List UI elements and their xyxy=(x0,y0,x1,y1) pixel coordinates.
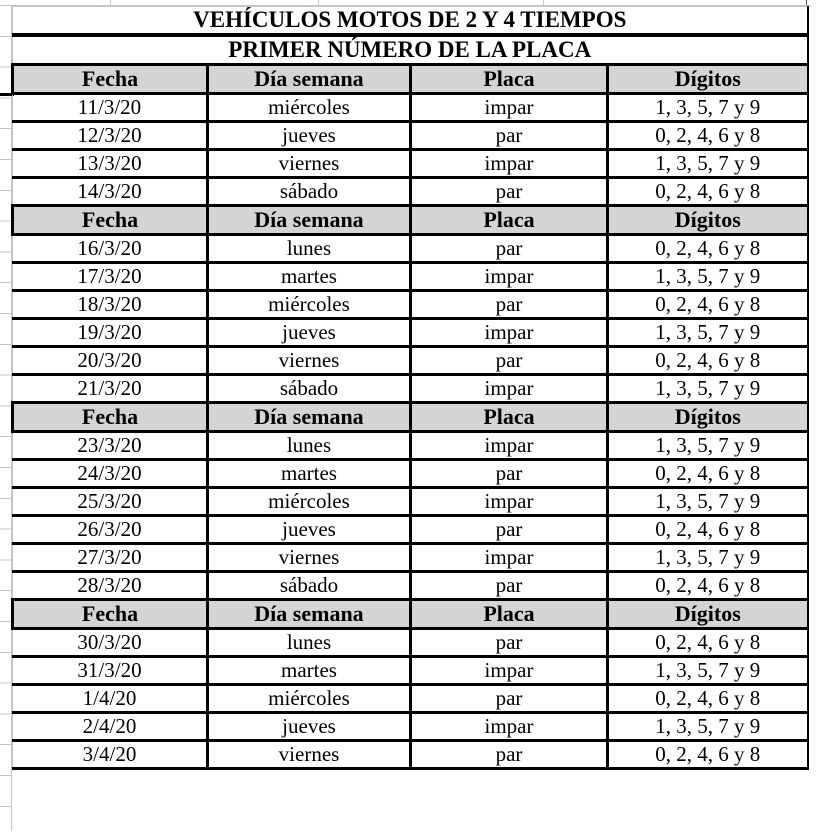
table-row xyxy=(13,263,808,291)
cell-dia-semana: viernes xyxy=(208,741,411,769)
cell-digitos: 0, 2, 4, 6 y 8 xyxy=(608,741,808,769)
table-row xyxy=(13,178,808,206)
cell-placa: impar xyxy=(411,150,608,178)
cell-placa: impar xyxy=(411,713,608,741)
cell-dia-semana: jueves xyxy=(208,713,411,741)
cell-digitos: 1, 3, 5, 7 y 9 xyxy=(608,375,808,403)
cell-fecha: 14/3/20 xyxy=(13,178,208,206)
cell-fecha: 20/3/20 xyxy=(13,347,208,375)
table-row xyxy=(13,713,808,741)
header-dia-semana: Día semana xyxy=(208,65,411,94)
cell-placa: par xyxy=(411,178,608,206)
cell-dia-semana: viernes xyxy=(208,150,411,178)
cell-dia-semana: jueves xyxy=(208,122,411,150)
cell-digitos: 0, 2, 4, 6 y 8 xyxy=(608,178,808,206)
cell-dia-semana: martes xyxy=(208,263,411,291)
column-header-row xyxy=(13,403,808,432)
header-dia-semana: Día semana xyxy=(208,600,411,629)
cell-dia-semana: sábado xyxy=(208,375,411,403)
table-row xyxy=(13,460,808,488)
cell-placa: par xyxy=(411,629,608,657)
header-placa: Placa xyxy=(411,600,608,629)
cell-placa: par xyxy=(411,685,608,713)
cell-digitos: 0, 2, 4, 6 y 8 xyxy=(608,347,808,375)
cell-digitos: 1, 3, 5, 7 y 9 xyxy=(608,150,808,178)
cell-dia-semana: viernes xyxy=(208,544,411,572)
cell-dia-semana: lunes xyxy=(208,235,411,263)
cell-dia-semana: jueves xyxy=(208,516,411,544)
header-fecha: Fecha xyxy=(13,206,208,235)
cell-dia-semana: miércoles xyxy=(208,94,411,122)
left-gutter-gridlines xyxy=(0,6,11,831)
table-subtitle: PRIMER NÚMERO DE LA PLACA xyxy=(13,35,808,65)
cell-dia-semana: viernes xyxy=(208,347,411,375)
cell-fecha: 30/3/20 xyxy=(13,629,208,657)
cell-digitos: 1, 3, 5, 7 y 9 xyxy=(608,657,808,685)
cell-placa: par xyxy=(411,291,608,319)
cell-digitos: 1, 3, 5, 7 y 9 xyxy=(608,263,808,291)
cell-placa: impar xyxy=(411,657,608,685)
pico-y-placa-table xyxy=(11,6,809,770)
cell-placa: impar xyxy=(411,319,608,347)
cell-dia-semana: miércoles xyxy=(208,685,411,713)
cell-placa: impar xyxy=(411,375,608,403)
table-title: VEHÍCULOS MOTOS DE 2 Y 4 TIEMPOS xyxy=(13,7,808,36)
cell-dia-semana: sábado xyxy=(208,572,411,600)
cell-placa: par xyxy=(411,235,608,263)
cell-fecha: 25/3/20 xyxy=(13,488,208,516)
table-row xyxy=(13,516,808,544)
table-row xyxy=(13,319,808,347)
cell-dia-semana: martes xyxy=(208,657,411,685)
cell-placa: impar xyxy=(411,94,608,122)
grid-column-tick xyxy=(318,0,319,5)
cell-fecha: 18/3/20 xyxy=(13,291,208,319)
header-digitos: Dígitos xyxy=(608,403,808,432)
table-row xyxy=(13,629,808,657)
header-digitos: Dígitos xyxy=(608,206,808,235)
header-fecha: Fecha xyxy=(13,65,208,94)
cell-fecha: 24/3/20 xyxy=(13,460,208,488)
header-fecha: Fecha xyxy=(13,403,208,432)
table-row xyxy=(13,347,808,375)
table-row xyxy=(13,657,808,685)
cell-fecha: 31/3/20 xyxy=(13,657,208,685)
cell-placa: par xyxy=(411,122,608,150)
cell-fecha: 28/3/20 xyxy=(13,572,208,600)
cell-fecha: 13/3/20 xyxy=(13,150,208,178)
cell-placa: impar xyxy=(411,263,608,291)
cell-placa: par xyxy=(411,460,608,488)
header-placa: Placa xyxy=(411,403,608,432)
header-placa: Placa xyxy=(411,65,608,94)
cell-placa: par xyxy=(411,741,608,769)
header-digitos: Dígitos xyxy=(608,600,808,629)
cell-digitos: 0, 2, 4, 6 y 8 xyxy=(608,685,808,713)
table-row xyxy=(13,94,808,122)
header-placa: Placa xyxy=(411,206,608,235)
table-row xyxy=(13,375,808,403)
cell-dia-semana: martes xyxy=(208,460,411,488)
table-row xyxy=(13,544,808,572)
cell-fecha: 21/3/20 xyxy=(13,375,208,403)
cell-digitos: 1, 3, 5, 7 y 9 xyxy=(608,432,808,460)
cell-digitos: 0, 2, 4, 6 y 8 xyxy=(608,629,808,657)
table-row xyxy=(13,741,808,769)
header-dia-semana: Día semana xyxy=(208,403,411,432)
cell-digitos: 1, 3, 5, 7 y 9 xyxy=(608,94,808,122)
cell-fecha: 23/3/20 xyxy=(13,432,208,460)
cell-fecha: 3/4/20 xyxy=(13,741,208,769)
cell-placa: impar xyxy=(411,432,608,460)
cell-digitos: 0, 2, 4, 6 y 8 xyxy=(608,572,808,600)
cell-placa: par xyxy=(411,572,608,600)
cell-fecha: 11/3/20 xyxy=(13,94,208,122)
subtitle-row xyxy=(13,35,808,65)
cell-dia-semana: sábado xyxy=(208,178,411,206)
table-row xyxy=(13,685,808,713)
cell-digitos: 1, 3, 5, 7 y 9 xyxy=(608,544,808,572)
cell-fecha: 27/3/20 xyxy=(13,544,208,572)
cell-placa: par xyxy=(411,347,608,375)
cell-dia-semana: miércoles xyxy=(208,488,411,516)
cell-digitos: 0, 2, 4, 6 y 8 xyxy=(608,235,808,263)
table-row xyxy=(13,572,808,600)
grid-column-tick xyxy=(806,0,807,5)
table-row xyxy=(13,150,808,178)
cell-placa: par xyxy=(411,516,608,544)
cell-dia-semana: lunes xyxy=(208,629,411,657)
cell-fecha: 26/3/20 xyxy=(13,516,208,544)
title-row xyxy=(13,7,808,36)
cell-digitos: 1, 3, 5, 7 y 9 xyxy=(608,319,808,347)
cell-placa: impar xyxy=(411,488,608,516)
cell-fecha: 12/3/20 xyxy=(13,122,208,150)
cell-digitos: 0, 2, 4, 6 y 8 xyxy=(608,516,808,544)
cell-dia-semana: jueves xyxy=(208,319,411,347)
column-header-row xyxy=(13,600,808,629)
cell-placa: impar xyxy=(411,544,608,572)
cell-digitos: 0, 2, 4, 6 y 8 xyxy=(608,122,808,150)
cell-fecha: 17/3/20 xyxy=(13,263,208,291)
header-digitos: Dígitos xyxy=(608,65,808,94)
cell-dia-semana: lunes xyxy=(208,432,411,460)
cell-fecha: 16/3/20 xyxy=(13,235,208,263)
table-row xyxy=(13,488,808,516)
cell-fecha: 2/4/20 xyxy=(13,713,208,741)
cell-fecha: 1/4/20 xyxy=(13,685,208,713)
header-dia-semana: Día semana xyxy=(208,206,411,235)
grid-column-tick xyxy=(543,0,544,5)
table-row xyxy=(13,432,808,460)
grid-column-tick xyxy=(110,0,111,5)
cell-digitos: 1, 3, 5, 7 y 9 xyxy=(608,713,808,741)
column-header-row xyxy=(13,206,808,235)
cell-dia-semana: miércoles xyxy=(208,291,411,319)
table-row xyxy=(13,122,808,150)
cell-digitos: 1, 3, 5, 7 y 9 xyxy=(608,488,808,516)
cell-digitos: 0, 2, 4, 6 y 8 xyxy=(608,291,808,319)
table-row xyxy=(13,291,808,319)
cell-fecha: 19/3/20 xyxy=(13,319,208,347)
header-fecha: Fecha xyxy=(13,600,208,629)
cell-digitos: 0, 2, 4, 6 y 8 xyxy=(608,460,808,488)
column-header-row xyxy=(13,65,808,94)
table-row xyxy=(13,235,808,263)
